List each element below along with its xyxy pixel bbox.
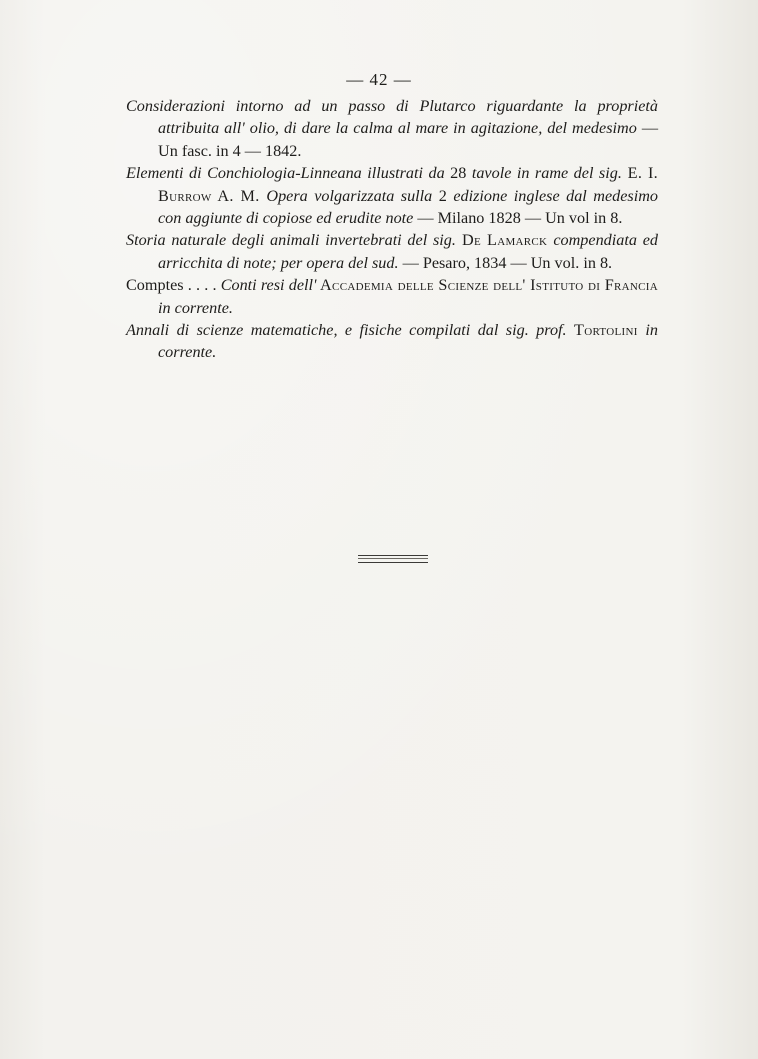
entry-publication-info: — Milano 1828 — Un vol in 8. — [413, 209, 623, 228]
entry-title-continued: in corrente. — [158, 321, 658, 362]
entry-author: De Lamarck — [455, 231, 554, 250]
bibliography-entry-conchiologia — [126, 162, 658, 229]
bibliography-list — [126, 95, 658, 364]
bibliography-entry-plutarco — [126, 95, 658, 162]
bibliography-entry-storia-naturale — [126, 229, 658, 274]
section-divider — [358, 555, 428, 563]
entry-edition-number: 2 — [432, 186, 454, 205]
entry-title: Considerazioni intorno ad un passo di Plutarco riguardante la proprietà attribuita all' olio, di dare la calma al mare in agitazione, del medesimo — [126, 97, 658, 138]
entry-organization: Accademia delle Scienze dell' Istituto di Francia — [316, 276, 658, 295]
entry-title: Annali di scienze matematiche, e fisiche compilati dal sig. prof. — [126, 321, 567, 340]
bibliography-entry-annali — [126, 319, 658, 364]
entry-title-continued: compendiata ed arricchita di note; per opera del sud. — [158, 231, 658, 272]
entry-lead: Comptes . . . . — [126, 276, 221, 295]
entry-plate-count: 28 — [444, 164, 472, 183]
entry-title-continued: edizione inglese dal medesimo con aggiunte di copiose ed erudite note — [158, 186, 659, 228]
bibliography-entry-comptes — [126, 274, 658, 319]
entry-title: Conti resi dell' — [220, 276, 317, 295]
entry-publication-info: — Un fasc. in 4 — 1842. — [158, 119, 658, 160]
entry-title-continued: Opera volgarizzata sulla — [266, 186, 433, 205]
entry-publication-info: — Pesaro, 1834 — Un vol. in 8. — [398, 253, 613, 272]
entry-title-continued: in corrente. — [158, 298, 233, 317]
entry-author: Tortolini — [566, 321, 646, 340]
entry-author: E. I. Burrow A. M. — [158, 164, 659, 205]
entry-title: Elementi di Conchiologia-Linneana illustrati da — [126, 164, 445, 183]
entry-title-continued: tavole in rame del sig. — [471, 164, 622, 183]
entry-title: Storia naturale degli animali invertebrati del sig. — [126, 231, 456, 250]
page-number: — 42 — — [346, 70, 412, 89]
